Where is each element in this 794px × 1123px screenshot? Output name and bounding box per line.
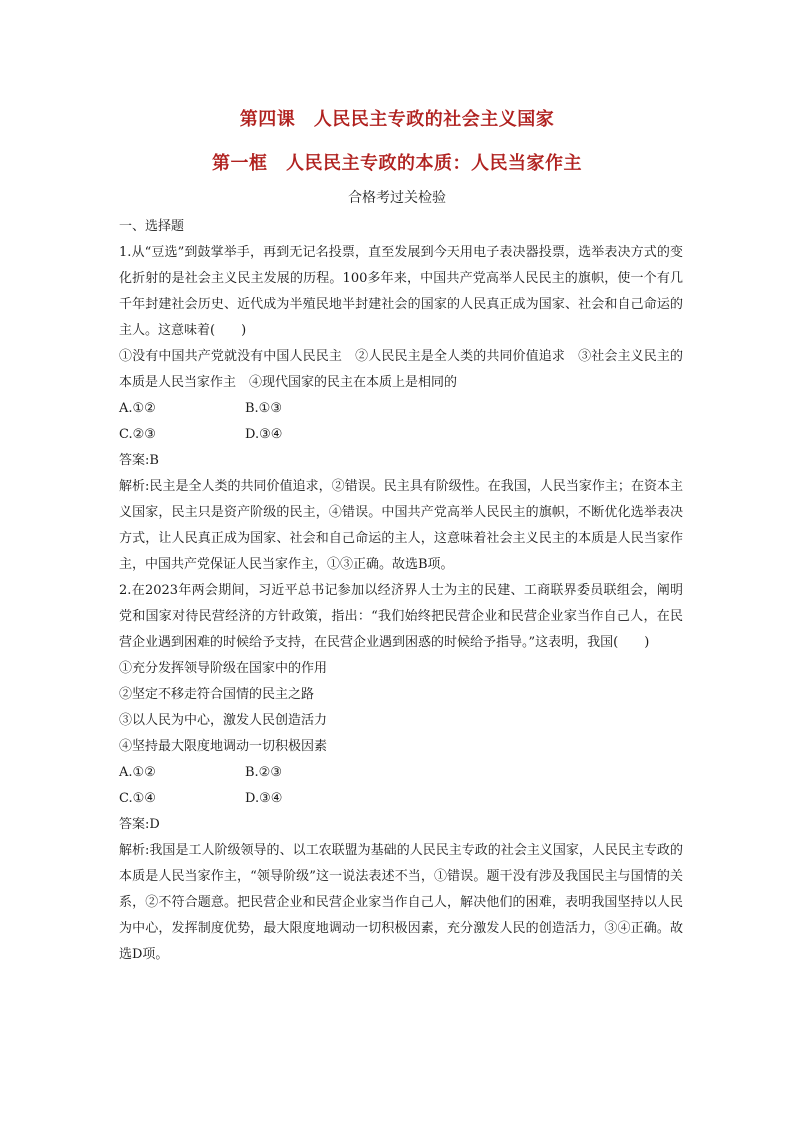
question-2-statement-4: ④坚持最大限度地调动一切积极因素 [119,739,328,754]
option-d: D.③④ [245,791,283,806]
option-b: B.①③ [245,401,282,416]
question-2-stem: 2.在2023年两会期间，习近平总书记参加以经济界人士为主的民建、工商联界委员联组会，阐明党和国家对待民营经济的方针政策，指出：“我们始终把民营企业和民营企业家当作自己人，在民营企业遇到困难的时候给予支持，在民营企业遇到困惑的时候给予指导。”这表明，我国( ) [119,583,683,650]
option-a: A.①② [119,765,156,780]
option-c: C.②③ [119,427,156,442]
question-1-stem: 1.从“豆选”到鼓掌举手，再到无记名投票，直至发展到今天用电子表决器投票，选举表决方式的变化折射的是社会主义民主发展的历程。100多年来，中国共产党高举人民民主的旗帜，使一个有几千年封建社会历史、近代成为半殖民地半封建社会的国家的人民真正成为国家、社会和自己命运的主人。这意味着( ) [119,245,683,338]
question-2-options-row-1 [119,760,683,786]
question-1-answer: 答案:B [119,453,159,468]
option-b: B.②③ [245,765,282,780]
lesson-title: 第四课 人民民主专政的社会主义国家 [239,109,555,130]
question-2-answer: 答案:D [119,817,160,832]
option-d: D.③④ [245,427,283,442]
question-2-statement-1: ①充分发挥领导阶级在国家中的作用 [119,661,328,676]
option-a: A.①② [119,401,156,416]
frame-title: 第一框 人民民主专政的本质：人民当家作主 [212,153,582,174]
question-1-options-row-1 [119,396,683,422]
question-2-statement-3: ③以人民为中心，激发人民创造活力 [119,713,328,728]
question-2-options-row-2 [119,786,683,812]
content-body [119,214,683,968]
question-1-statements: ①没有中国共产党就没有中国人民民主 ②人民民主是全人类的共同价值追求 ③社会主义民主的本质是人民当家作主 ④现代国家的民主在本质上是相同的 [119,349,683,390]
question-1-analysis: 解析:民主是全人类的共同价值追求，②错误。民主具有阶级性。在我国，人民当家作主；在资本主义国家，民主只是资产阶级的民主，④错误。中国共产党高举人民民主的旗帜，不断优化选举表决方式，让人民真正成为国家、社会和自己命运的主人，这意味着社会主义民主的本质是人民当家作主，中国共产党保证人民当家作主，①③正确。故选B项。 [119,479,683,572]
question-2-statement-2: ②坚定不移走符合国情的民主之路 [119,687,315,702]
question-1-options-row-2 [119,422,683,448]
section-heading: 一、选择题 [119,219,185,234]
section-subtitle: 合格考过关检验 [348,190,446,206]
option-c: C.①④ [119,791,156,806]
question-2-analysis: 解析:我国是工人阶级领导的、以工农联盟为基础的人民民主专政的社会主义国家，人民民主专政的本质是人民当家作主，“领导阶级”这一说法表述不当，①错误。题干没有涉及我国民主与国情的关系，②不符合题意。把民营企业和民营企业家当作自己人，解决他们的困难，表明我国坚持以人民为中心，发挥制度优势，最大限度地调动一切积极因素，充分激发人民的创造活力，③④正确。故选D项。 [119,843,683,962]
